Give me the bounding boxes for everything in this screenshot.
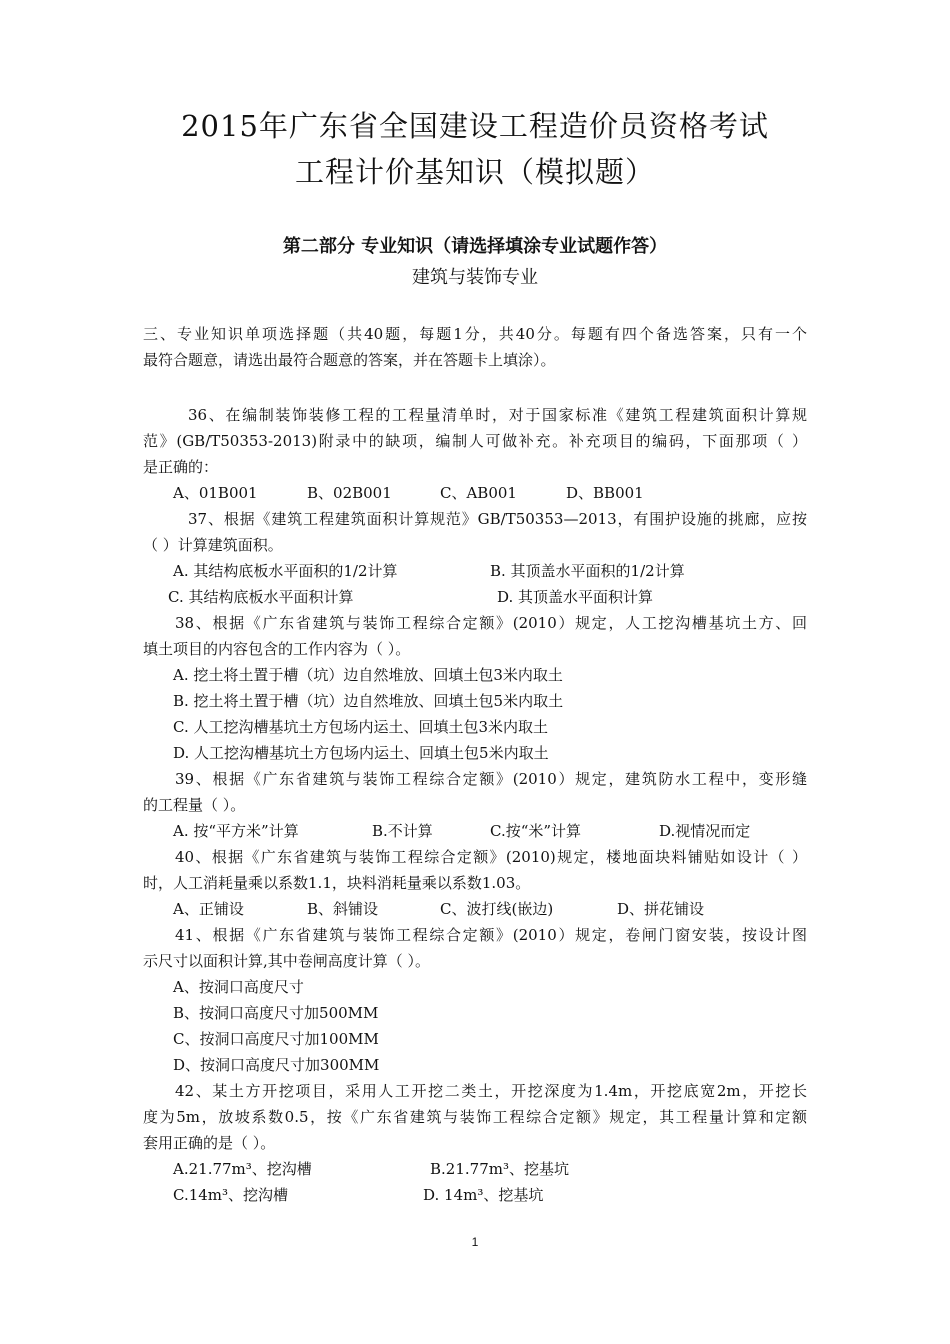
question-41-option-a: A、按洞口高度尺寸	[173, 978, 304, 996]
question-42-line-1: 42、某土方开挖项目，采用人工开挖二类土，开挖深度为1.4m，开挖底宽2m，开挖长	[175, 1082, 807, 1100]
question-39-line-2: 的工程量（ ）。	[143, 796, 246, 814]
question-40-option-c: C、波打线(嵌边)	[440, 900, 554, 918]
question-42-option-b: B.21.77m³、挖基坑	[430, 1160, 569, 1178]
question-41-line-1: 41、根据《广东省建筑与装饰工程综合定额》(2010）规定，卷闸门窗安装，按设计图	[175, 926, 807, 944]
question-39-option-d: D.视情况而定	[659, 822, 751, 840]
question-37-option-b: B. 其顶盖水平面积的1/2计算	[490, 562, 685, 580]
question-38-option-a: A. 挖土将土置于槽（坑）边自然堆放、回填土包3米内取土	[173, 666, 563, 684]
question-42-option-d: D. 14m³、挖基坑	[423, 1186, 544, 1204]
question-37-option-d: D. 其顶盖水平面积计算	[497, 588, 654, 606]
question-38-option-b: B. 挖土将土置于槽（坑）边自然堆放、回填土包5米内取土	[173, 692, 564, 710]
question-41-option-b: B、按洞口高度尺寸加500MM	[173, 1004, 379, 1022]
instructions-line-2: 最符合题意，请选出最符合题意的答案，并在答题卡上填涂）。	[143, 351, 556, 369]
document-title: 2015年广东省全国建设工程造价员资格考试	[181, 109, 769, 143]
question-41-line-2: 示尺寸以面积计算,其中卷闸高度计算（ ）。	[143, 952, 431, 970]
question-42-line-3: 套用正确的是（ ）。	[143, 1134, 276, 1152]
question-36-line-1: 36、在编制装饰装修工程的工程量清单时，对于国家标准《建筑工程建筑面积计算规	[188, 406, 807, 424]
document-subtitle: 工程计价基知识（模拟题）	[294, 155, 655, 189]
subject-heading: 建筑与装饰专业	[412, 267, 538, 288]
question-42-option-a: A.21.77m³、挖沟槽	[173, 1160, 312, 1178]
question-38-option-c: C. 人工挖沟槽基坑土方包场内运土、回填土包3米内取土	[173, 718, 549, 736]
question-39-option-b: B.不计算	[372, 822, 433, 840]
question-36-line-3: 是正确的：	[143, 458, 219, 476]
question-36-line-2: 范》(GB/T50353-2013)附录中的缺项，编制人可做补充。补充项目的编码，下面那项（ ）	[143, 432, 807, 450]
question-37-line-1: 37、根据《建筑工程建筑面积计算规范》GB/T50353—2013，有围护设施的挑廊，应按	[188, 510, 807, 528]
question-36-option-a: A、01B001	[173, 484, 258, 502]
question-40-option-b: B、斜铺设	[307, 900, 379, 918]
section-heading: 第二部分 专业知识（请选择填涂专业试题作答）	[282, 236, 668, 257]
question-36-option-b: B、02B001	[307, 484, 392, 502]
question-38-line-2: 填土项目的内容包含的工作内容为（ ）。	[143, 640, 411, 658]
question-36-option-d: D、BB001	[566, 484, 644, 502]
question-37-line-2: （ ）计算建筑面积。	[143, 536, 283, 554]
question-39-option-a: A. 按“平方米”计算	[173, 822, 299, 840]
question-38-line-1: 38、根据《广东省建筑与装饰工程综合定额》(2010）规定，人工挖沟槽基坑土方、回	[175, 614, 807, 632]
question-40-option-d: D、拼花铺设	[617, 900, 705, 918]
question-40-option-a: A、正铺设	[173, 900, 244, 918]
question-38-option-d: D. 人工挖沟槽基坑土方包场内运土、回填土包5米内取土	[173, 744, 549, 762]
question-41-option-d: D、按洞口高度尺寸加300MM	[173, 1056, 380, 1074]
question-41-option-c: C、按洞口高度尺寸加100MM	[173, 1030, 379, 1048]
question-42-option-c: C.14m³、挖沟槽	[173, 1186, 289, 1204]
question-39-line-1: 39、根据《广东省建筑与装饰工程综合定额》(2010）规定，建筑防水工程中，变形缝	[175, 770, 807, 788]
page-number: 1	[471, 1235, 479, 1249]
question-42-line-2: 度为5m，放坡系数0.5，按《广东省建筑与装饰工程综合定额》规定，其工程量计算和定额	[143, 1108, 807, 1126]
question-37-option-c: C. 其结构底板水平面积计算	[168, 588, 354, 606]
question-37-option-a: A. 其结构底板水平面积的1/2计算	[173, 562, 398, 580]
question-39-option-c: C.按“米”计算	[490, 822, 582, 840]
question-36-option-c: C、AB001	[440, 484, 517, 502]
question-40-line-1: 40、根据《广东省建筑与装饰工程综合定额》(2010)规定，楼地面块料铺贴如设计（ ）	[175, 848, 807, 866]
question-40-line-2: 时，人工消耗量乘以系数1.1，块料消耗量乘以系数1.03。	[143, 874, 531, 892]
instructions-line-1: 三、专业知识单项选择题（共40题，每题1分，共40分。每题有四个备选答案，只有一个	[143, 325, 807, 343]
